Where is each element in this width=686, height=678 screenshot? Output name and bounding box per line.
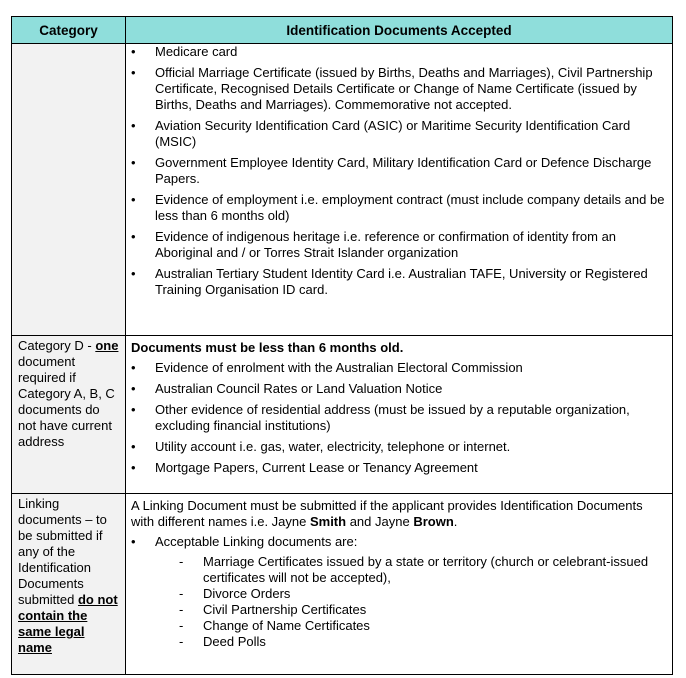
list-item-text: Civil Partnership Certificates [203,602,367,617]
dash-icon: - [179,618,184,633]
list-item-text: Australian Tertiary Student Identity Card i.e. Australian TAFE, University or Registered Training Organisation ID card. [155,266,648,297]
name-brown: Brown [413,514,454,529]
table-row [12,494,673,675]
list-item [179,586,666,602]
bullet-icon: • [131,44,136,59]
dash-icon: - [179,586,184,601]
bullet-icon: • [131,439,136,454]
category-header: Category [12,17,126,44]
bullet-icon: • [131,266,136,281]
name-smith: Smith [309,514,347,529]
list-item [131,192,666,224]
list-item-text: Evidence of indigenous heritage i.e. reference or confirmation of identity from an Aboriginal and / or Torres Strait Islander organization [155,229,617,260]
list-item-text: Government Employee Identity Card, Military Identification Card or Defence Discharge Papers. [155,155,652,186]
list-item [131,118,666,150]
documents-header: Identification Documents Accepted [126,17,673,44]
document-list [131,44,666,298]
list-item [131,65,666,113]
list-item [131,381,666,397]
list-item [179,554,666,586]
category-text: document required if Category A, B, C documents do not have current address [18,354,115,449]
list-item [131,402,666,434]
intro-text: . [453,514,458,529]
bullet-icon: • [131,65,136,80]
intro-text: A Linking Document must be submitted if the applicant provides Identification Documents with different names i.e. Jayne [131,498,643,529]
dash-icon: - [179,554,184,569]
age-note: Documents must be less than 6 months old. [131,340,404,355]
documents-cell [126,494,673,675]
bullet-icon: • [131,402,136,417]
intro-text: and Jayne [346,514,414,529]
list-item [179,602,666,618]
list-item [131,266,666,298]
category-emphasis: one [95,338,119,353]
list-item-text: Mortgage Papers, Current Lease or Tenancy Agreement [155,460,478,475]
category-text: Linking documents – to be submitted if any of the Identification Documents submitted [18,496,107,607]
list-item-text: Evidence of employment i.e. employment contract (must include company details and be less than 6 months old) [155,192,665,223]
list-item-text: Aviation Security Identification Card (ASIC) or Maritime Security Identification Card (MSIC) [155,118,631,149]
category-text: Category D - [18,338,96,353]
list-item-text: Divorce Orders [203,586,291,601]
list-item-text: Australian Council Rates or Land Valuation Notice [155,381,443,396]
bullet-icon: • [131,229,136,244]
bullet-icon: • [131,118,136,133]
linking-list [131,534,666,650]
list-item [131,360,666,376]
documents-cell [126,336,673,494]
list-item-text: Utility account i.e. gas, water, electricity, telephone or internet. [155,439,511,454]
category-cell-empty [12,44,126,336]
linking-intro [131,498,666,530]
list-item [179,618,666,634]
linking-lead: Acceptable Linking documents are: [155,534,358,549]
category-emphasis: do not contain the same legal name [18,592,118,655]
bullet-icon: • [131,381,136,396]
linking-sublist [155,554,666,650]
header-row [12,17,673,44]
bullet-icon: • [131,360,136,375]
list-item [131,155,666,187]
list-item [131,460,666,476]
document-list [131,360,666,476]
list-item-text: Marriage Certificates issued by a state or territory (church or celebrant-issued certificates will not be accepted), [203,554,649,585]
bullet-icon: • [131,534,136,549]
list-item-text: Medicare card [155,44,238,59]
bullet-icon: • [131,460,136,475]
list-item [131,534,666,650]
identification-table [11,16,673,675]
category-cell [12,494,126,675]
documents-cell [126,44,673,336]
dash-icon: - [179,634,184,649]
list-item [131,439,666,455]
bullet-icon: • [131,192,136,207]
category-cell [12,336,126,494]
list-item-text: Evidence of enrolment with the Australian Electoral Commission [155,360,523,375]
list-item [179,634,666,650]
bullet-icon: • [131,155,136,170]
list-item-text: Other evidence of residential address (must be issued by a reputable organization, excluding financial institutions) [155,402,630,433]
dash-icon: - [179,602,184,617]
list-item-text: Deed Polls [203,634,266,649]
table-row [12,336,673,494]
list-item-text: Official Marriage Certificate (issued by Births, Deaths and Marriages), Civil Partnership Certificate, Recognised Details Certificate or Change of Name Certificate (issued by Births, Deaths and Marriages). Commemorative not accepted. [155,65,653,112]
list-item-text: Change of Name Certificates [203,618,370,633]
table-row [12,44,673,336]
list-item [131,44,666,60]
list-item [131,229,666,261]
